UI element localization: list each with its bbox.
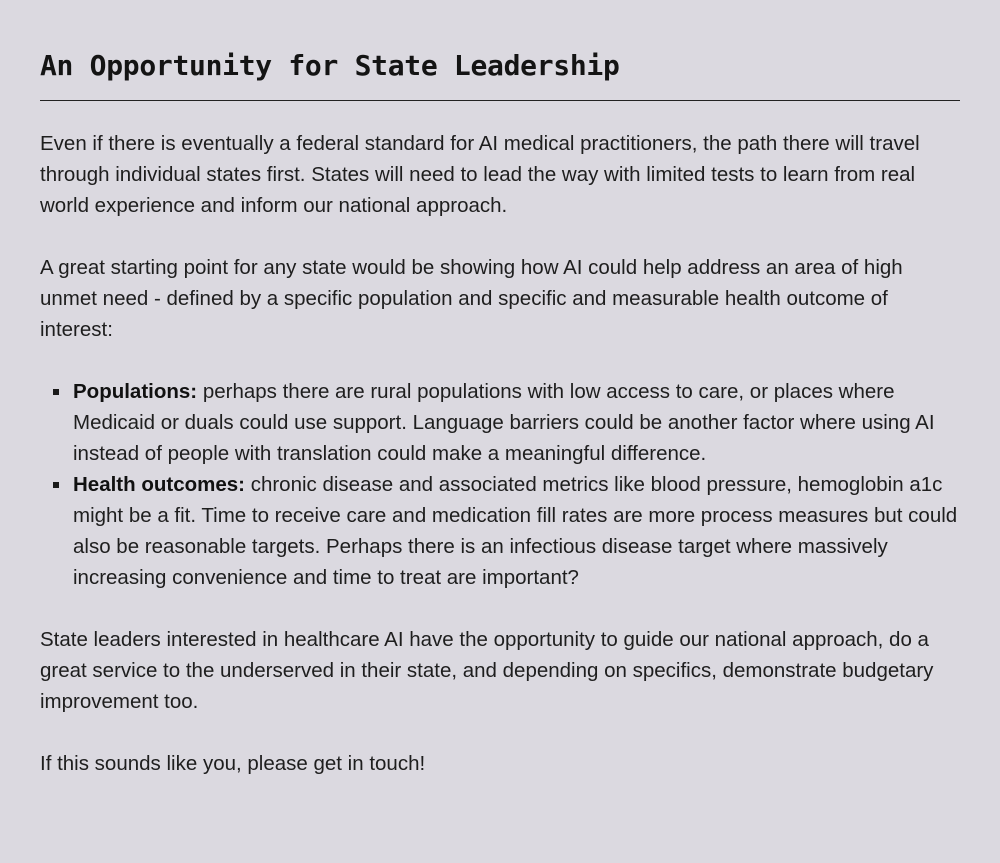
article-title: An Opportunity for State Leadership xyxy=(40,49,620,82)
contact-paragraph: If this sounds like you, please get in touch! xyxy=(40,752,426,775)
list-item xyxy=(40,376,960,469)
article-body xyxy=(40,128,960,779)
state-leaders-paragraph: State leaders interested in healthcare AI have the opportunity to guide our national approach, do a great service to the underserved in their state, and depending on specifics, demonstrate budgetary improvement too. xyxy=(40,628,934,713)
square-bullet-icon xyxy=(53,389,59,395)
starting-point-paragraph: A great starting point for any state would be showing how AI could help address an area of high unmet need - defined by a specific population and specific and measurable health outcome of interest: xyxy=(40,256,903,341)
bullet-text-health-outcomes: chronic disease and associated metrics like blood pressure, hemoglobin a1c might be a fit. Time to receive care and medication fill rates are more process measures but could also be reasonable targets. Perhaps there is an infectious disease target where massively increasing convenience and time to treat are important? xyxy=(73,473,958,589)
title-divider xyxy=(40,100,960,101)
bullet-label-populations: Populations: xyxy=(73,380,198,403)
bullet-text-populations: perhaps there are rural populations with low access to care, or places where Medicaid or duals could use support. Language barriers could be another factor where using AI instead of people with translation could make a meaningful difference. xyxy=(73,380,935,465)
bullet-list xyxy=(40,376,960,593)
intro-paragraph: Even if there is eventually a federal standard for AI medical practitioners, the path there will travel through individual states first. States will need to lead the way with limited tests to learn from real world experience and inform our national approach. xyxy=(40,132,920,217)
square-bullet-icon xyxy=(53,482,59,488)
bullet-label-health-outcomes: Health outcomes: xyxy=(73,473,245,496)
list-item xyxy=(40,469,960,593)
